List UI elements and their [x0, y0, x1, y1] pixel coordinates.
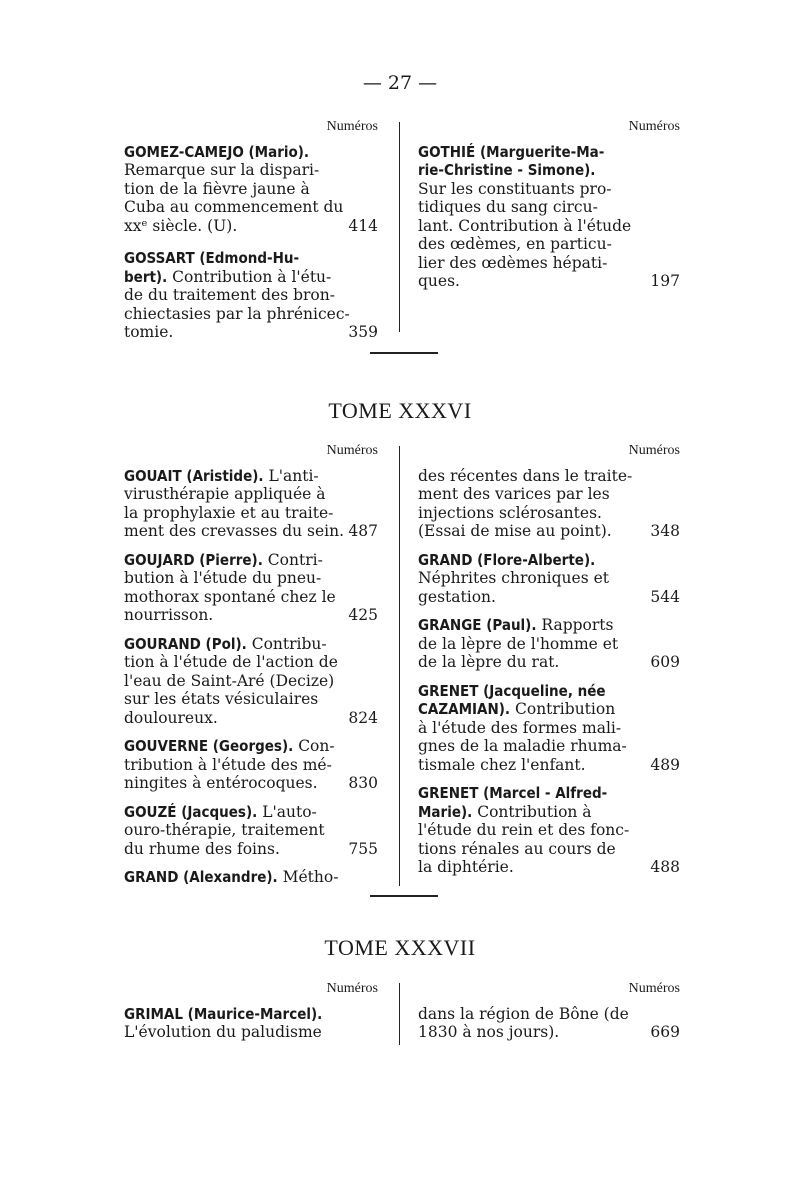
- entry-line: [124, 653, 378, 672]
- index-entry: [124, 143, 378, 236]
- entry-text: 1830 à nos jours).: [418, 1023, 560, 1041]
- entry-number: 544: [650, 587, 680, 606]
- entry-number: 755: [348, 839, 378, 858]
- entry-line: [124, 774, 378, 793]
- entry-name-line: [124, 143, 378, 162]
- entry-text: du rhume des foins.: [124, 839, 280, 858]
- entry-text: tribution à l'étude des mé-: [124, 755, 332, 774]
- entry-text: virusthérapie appliquée à: [124, 485, 326, 503]
- entry-text: Sur les constituants pro-: [418, 179, 612, 198]
- entry-text: tions rénales au cours de: [418, 839, 616, 858]
- entry-text: ques.: [418, 272, 460, 290]
- entry-name: GOURAND (Pol).: [124, 634, 247, 653]
- entry-text: ment des varices par les: [418, 485, 610, 503]
- entry-line: [124, 672, 378, 691]
- entry-name: GOSSART (Edmond-Hu-: [124, 249, 300, 267]
- entry-line: [418, 467, 680, 486]
- entry-line: [124, 217, 378, 236]
- entry-text: Cuba au commencement du: [124, 198, 344, 216]
- entry-text: de la lèpre du rat.: [418, 653, 560, 671]
- entry-line: [418, 485, 680, 504]
- index-entry: [124, 1005, 378, 1042]
- entry-name: GRAND (Flore-Alberte).: [418, 550, 596, 569]
- entry-text: de la lèpre de l'homme et: [418, 634, 619, 653]
- entry-text: ouro-thérapie, traitement: [124, 821, 325, 839]
- entry-text: L'évolution du paludisme: [124, 1023, 322, 1041]
- entry-line: [124, 198, 378, 217]
- entry-text: tion à l'étude de l'action de: [124, 653, 338, 671]
- section0-left-column: [124, 118, 378, 356]
- entry-name: CAZAMIAN).: [418, 700, 511, 718]
- numeros-label: Numéros: [326, 119, 378, 134]
- entry-line: [124, 522, 378, 541]
- index-entry: [418, 784, 680, 877]
- entry-text: tidiques du sang circu-: [418, 198, 598, 216]
- index-entry: [124, 635, 378, 728]
- entry-text: lant. Contribution à l'étude: [418, 216, 632, 235]
- entry-text: Remarque sur la dispari-: [124, 161, 320, 179]
- entry-line: [418, 217, 680, 236]
- entry-number: 425: [348, 606, 378, 624]
- entry-line: [418, 522, 680, 541]
- entry-name-line: [418, 700, 680, 719]
- entry-text: injections sclérosantes.: [418, 503, 602, 522]
- entry-number: 487: [348, 522, 378, 540]
- entry-line: [124, 756, 378, 775]
- entry-line: [418, 504, 680, 523]
- entry-line: [124, 323, 378, 342]
- entry-name-line: [124, 868, 378, 887]
- entry-text: de du traitement des bron-: [124, 286, 335, 304]
- tome-heading: TOME XXXVII: [324, 935, 476, 960]
- index-entry: [418, 616, 680, 672]
- entry-text: la prophylaxie et au traite-: [124, 503, 334, 522]
- section0-right-column: [418, 118, 680, 305]
- entry-text: Métho-: [282, 868, 339, 886]
- entry-line: [124, 709, 378, 728]
- entry-text: bution à l'étude du pneu-: [124, 569, 322, 587]
- entry-text: Contri-: [267, 550, 323, 569]
- entry-text: des récentes dans le traite-: [418, 466, 633, 485]
- entry-text: chiectasies par la phrénicec-: [124, 304, 350, 323]
- entry-line: [418, 272, 680, 291]
- entry-name: GRAND (Alexandre).: [124, 868, 278, 886]
- entry-line: [124, 569, 378, 588]
- entry-line: [418, 719, 680, 738]
- entry-name-line: [418, 803, 680, 822]
- entry-line: [418, 840, 680, 859]
- column-divider: [399, 122, 400, 332]
- entry-text: tomie.: [124, 323, 174, 341]
- numeros-label: Numéros: [628, 443, 680, 458]
- entry-name: GOMEZ-CAMEJO (Mario).: [124, 142, 310, 161]
- entry-line: [418, 821, 680, 840]
- entry-text: gnes de la maladie rhuma-: [418, 737, 627, 755]
- entry-text: l'étude du rein et des fonc-: [418, 821, 630, 839]
- entry-text: tismale chez l'enfant.: [418, 755, 586, 774]
- entry-text: nourrisson.: [124, 606, 214, 624]
- entry-text: dans la région de Bône (de: [418, 1004, 629, 1023]
- entry-line: [418, 235, 680, 254]
- entry-name: GRENET (Jacqueline, née: [418, 681, 606, 700]
- entry-line: [418, 1005, 680, 1024]
- entry-name-line: [418, 616, 680, 635]
- index-entry: [418, 551, 680, 607]
- entry-text: Contribution à l'étu-: [172, 267, 332, 286]
- entry-text: mothorax spontané chez le: [124, 587, 336, 606]
- entry-name: bert).: [124, 267, 168, 286]
- entry-number: 824: [348, 708, 378, 727]
- index-entry: [418, 467, 680, 541]
- entry-line: [124, 606, 378, 625]
- entry-number: 414: [348, 216, 378, 235]
- index-entry: [418, 682, 680, 775]
- entry-text: sur les états vésiculaires: [124, 690, 319, 708]
- entry-name-line: [124, 803, 378, 822]
- entry-number: 489: [650, 755, 680, 774]
- entry-line: [124, 690, 378, 709]
- entry-text: lier des œdèmes hépati-: [418, 253, 608, 272]
- entry-name: GOUAIT (Aristide).: [124, 466, 264, 485]
- entry-line: [124, 161, 378, 180]
- entry-line: [418, 180, 680, 199]
- entry-text: ment des crevasses du sein.: [124, 522, 345, 540]
- index-entry: [418, 1005, 680, 1042]
- entry-name-line: [124, 737, 378, 756]
- entry-number: 488: [650, 858, 680, 876]
- entry-name-line: [124, 268, 378, 287]
- entry-number: 669: [650, 1023, 680, 1041]
- entry-text: Contribution: [515, 700, 616, 718]
- entry-line: [418, 756, 680, 775]
- section2-left-column: [124, 980, 378, 1042]
- entry-line: [418, 198, 680, 217]
- entry-name: GRIMAL (Maurice-Marcel).: [124, 1004, 323, 1023]
- entry-text: la diphtérie.: [418, 858, 514, 876]
- entry-text: L'anti-: [268, 466, 319, 485]
- entry-name-line: [418, 161, 680, 180]
- entry-name: GRENET (Marcel - Alfred-: [418, 784, 608, 802]
- entry-line: [124, 485, 378, 504]
- section1-right-column: [418, 442, 680, 887]
- entry-text: xxᵉ siècle. (U).: [124, 216, 238, 235]
- entry-line: [418, 737, 680, 756]
- section1-left-column: [124, 442, 378, 897]
- entry-line: [124, 305, 378, 324]
- column-divider: [399, 446, 400, 886]
- entry-name-line: [418, 784, 680, 803]
- entry-name: GOUZÉ (Jacques).: [124, 802, 258, 821]
- entry-text: L'auto-: [262, 802, 317, 821]
- numeros-label: Numéros: [628, 981, 680, 996]
- entry-number: 359: [348, 323, 378, 341]
- numeros-label: Numéros: [326, 443, 378, 458]
- entry-text: l'eau de Saint-Aré (Decize): [124, 671, 335, 690]
- entry-text: Contribu-: [251, 634, 327, 653]
- entry-text: des œdèmes, en particu-: [418, 235, 612, 253]
- entry-line: [418, 858, 680, 877]
- entry-line: [418, 1023, 680, 1042]
- entry-name-line: [124, 249, 378, 268]
- entry-text: tion de la fièvre jaune à: [124, 179, 310, 198]
- index-entry: [124, 467, 378, 541]
- entry-line: [124, 286, 378, 305]
- column-divider: [399, 983, 400, 1045]
- entry-text: ningites à entérocoques.: [124, 774, 318, 792]
- entry-line: [124, 840, 378, 859]
- tome-heading: TOME XXXVI: [328, 398, 472, 423]
- index-entry: [124, 737, 378, 793]
- entry-name: GOUJARD (Pierre).: [124, 550, 263, 569]
- entry-line: [418, 254, 680, 273]
- section-rule: [370, 352, 438, 354]
- entry-text: Contribution à: [477, 802, 592, 821]
- entry-name-line: [418, 143, 680, 162]
- entry-name: GOTHIÉ (Marguerite-Ma-: [418, 142, 605, 161]
- entry-line: [124, 821, 378, 840]
- index-entry: [124, 551, 378, 625]
- entry-line: [418, 635, 680, 654]
- entry-number: 348: [650, 522, 680, 540]
- entry-line: [124, 180, 378, 199]
- entry-text: Néphrites chroniques et: [418, 569, 609, 587]
- entry-text: (Essai de mise au point).: [418, 522, 612, 540]
- entry-number: 830: [348, 774, 378, 792]
- entry-name: GRANGE (Paul).: [418, 616, 537, 634]
- entry-text: à l'étude des formes mali-: [418, 718, 622, 737]
- entry-name-line: [124, 551, 378, 570]
- section2-right-column: [418, 980, 680, 1042]
- entry-number: 609: [650, 653, 680, 671]
- entry-name-line: [124, 635, 378, 654]
- index-entry: [418, 143, 680, 291]
- entry-text: douloureux.: [124, 708, 218, 727]
- entry-name-line: [418, 551, 680, 570]
- entry-text: Rapports: [541, 616, 614, 634]
- numeros-label: Numéros: [326, 981, 378, 996]
- entry-name: Marie).: [418, 802, 473, 821]
- index-entry: [124, 868, 378, 887]
- index-entry: [124, 803, 378, 859]
- entry-text: Con-: [298, 737, 335, 755]
- entry-line: [124, 588, 378, 607]
- entry-name-line: [124, 467, 378, 486]
- entry-line: [418, 569, 680, 588]
- entry-line: [124, 1023, 378, 1042]
- entry-line: [124, 504, 378, 523]
- index-entry: [124, 249, 378, 342]
- entry-number: 197: [650, 272, 680, 290]
- entry-name-line: [418, 682, 680, 701]
- numeros-label: Numéros: [628, 119, 680, 134]
- entry-name: rie-Christine - Simone).: [418, 161, 596, 179]
- entry-text: gestation.: [418, 587, 496, 606]
- entry-name-line: [124, 1005, 378, 1024]
- page-number: — 27 —: [362, 72, 438, 94]
- entry-line: [418, 588, 680, 607]
- entry-name: GOUVERNE (Georges).: [124, 737, 294, 755]
- section-rule: [370, 895, 438, 897]
- entry-line: [418, 653, 680, 672]
